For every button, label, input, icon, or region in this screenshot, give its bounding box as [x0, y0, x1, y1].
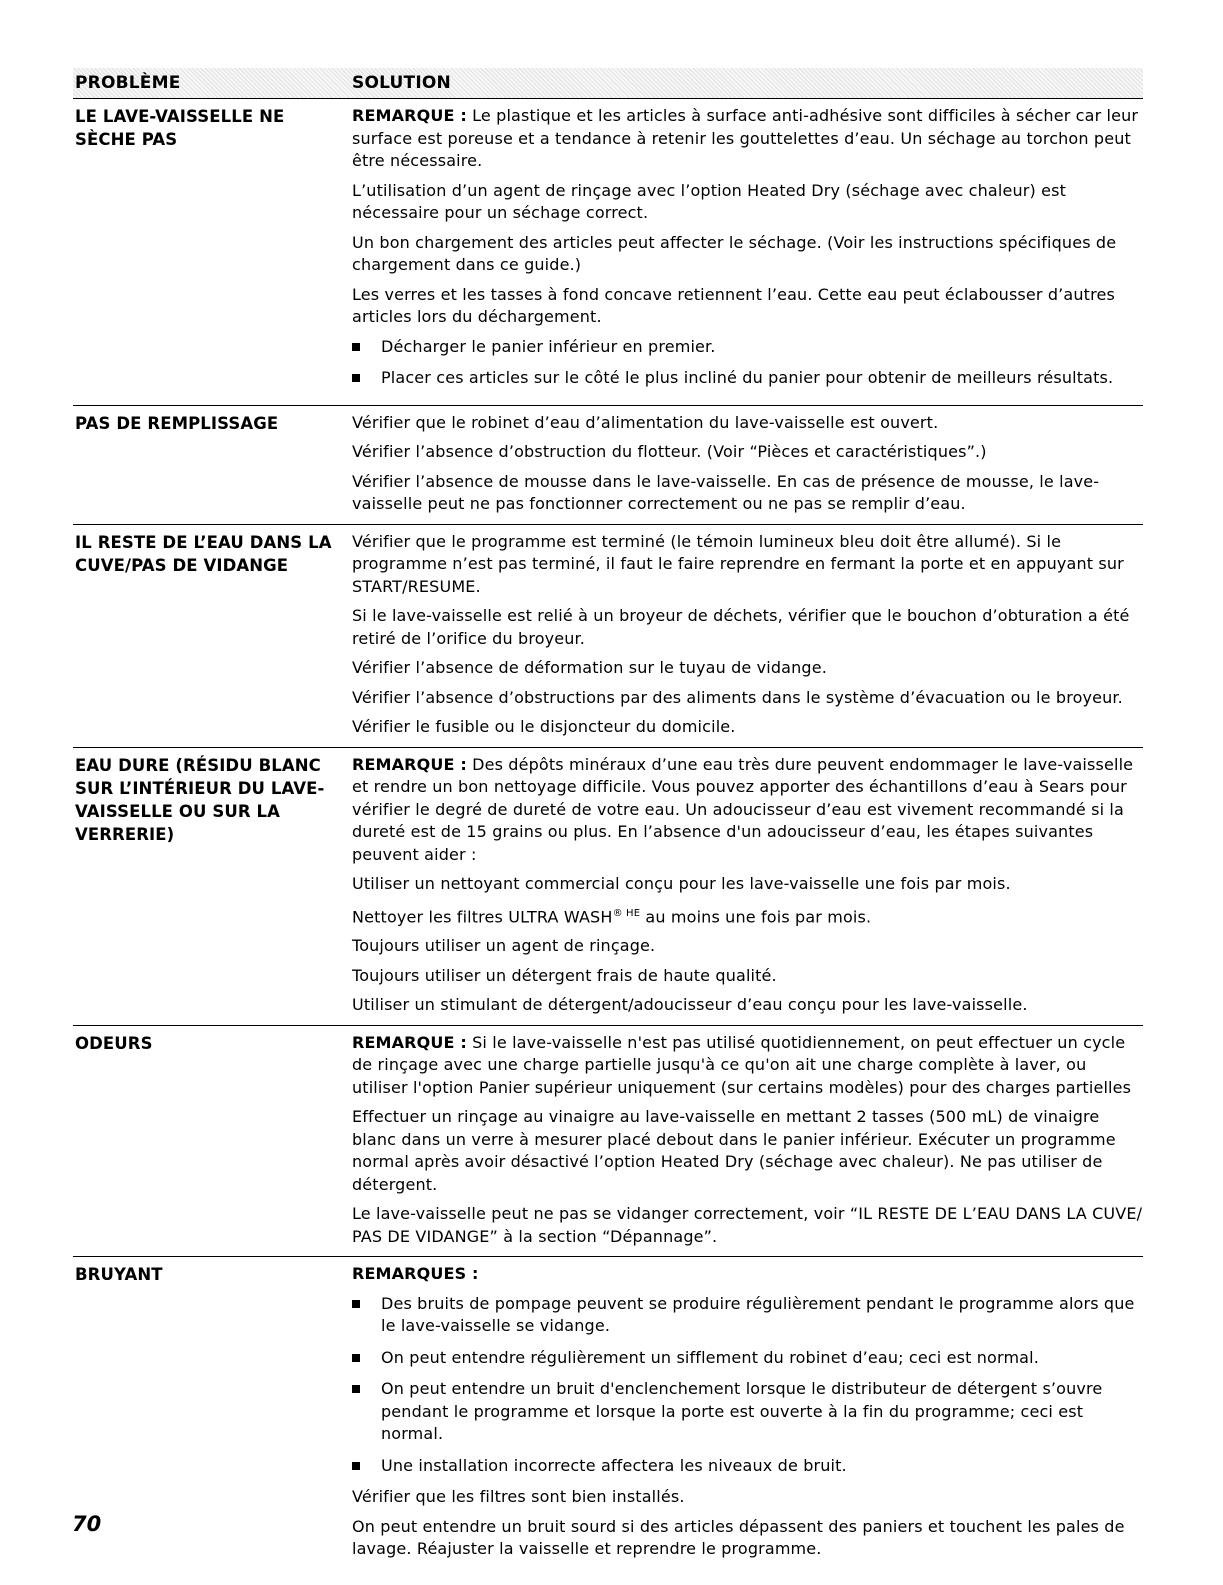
solution-cell [352, 105, 1143, 399]
table-row [73, 406, 1143, 525]
bullet-text: Une installation incorrecte affectera les niveaux de bruit. [381, 1455, 847, 1475]
solution-paragraph: Vérifier que le robinet d’eau d’alimentation du lave-vaisselle est ouvert. [352, 412, 939, 432]
solution-cell [352, 412, 1143, 518]
page-number: 70 [72, 1512, 102, 1536]
solution-paragraph: On peut entendre un bruit sourd si des articles dépassent des paniers et touchent les pales de lavage. Réajuster la vaisselle et reprendre le programme. [352, 1516, 1125, 1559]
solution-cell [352, 1263, 1143, 1563]
bullet-item [352, 336, 1143, 359]
solution-paragraph: Un bon chargement des articles peut affecter le séchage. (Voir les instructions spécifiques de chargement dans ce guide.) [352, 232, 1117, 274]
solution-paragraph: Le lave-vaisselle peut ne pas se vidanger correctement, voir “IL RESTE DE L’EAU DANS LA CUVE/ PAS DE VIDANGE” à la section “Dépannage”. [352, 1204, 1143, 1246]
bullet-item [352, 1293, 1143, 1338]
bullet-item [352, 1455, 1143, 1478]
solution-paragraph: Vérifier le fusible ou le disjoncteur du domicile. [352, 717, 736, 736]
solution-paragraph: Vérifier l’absence d’obstruction du flotteur. (Voir “Pièces et caractéristiques”.) [352, 442, 987, 461]
text-after-mark: au moins une fois par mois. [640, 906, 872, 926]
square-bullet-icon [352, 336, 381, 359]
note-text: Si le lave-vaisselle n'est pas utilisé quotidiennement, on peut effectuer un cycle de rinçage avec une charge partielle jusqu'à ce qu'on ait une charge complète à laver, ou utiliser l'option Panier supérieur uniquement (sur certains modèles) pour des charges partielles [352, 1032, 1132, 1097]
note-paragraph [352, 754, 1143, 867]
solution-paragraph: Si le lave-vaisselle est relié à un broyeur de déchets, vérifier que le bouchon d’obturation a été retiré de l’orifice du broyeur. [352, 606, 1130, 648]
square-bullet-icon [352, 1293, 381, 1338]
solution-paragraph: Vérifier l’absence de mousse dans le lave-vaisselle. En cas de présence de mousse, le lave-vaisselle peut ne pas fonctionner correctement ou ne pas se remplir d’eau. [352, 471, 1100, 513]
table-row [73, 1026, 1143, 1258]
table-row [73, 525, 1143, 748]
square-bullet-icon [352, 1455, 381, 1478]
bullet-text: On peut entendre régulièrement un sifflement du robinet d’eau; ceci est normal. [381, 1347, 1039, 1367]
bullet-item [352, 1347, 1143, 1370]
table-body [73, 99, 1143, 1569]
solution-paragraph: Vérifier l’absence de déformation sur le tuyau de vidange. [352, 658, 827, 677]
square-bullet-icon [352, 1347, 381, 1370]
table-row [73, 99, 1143, 406]
solution-paragraph: Vérifier que le programme est terminé (le témoin lumineux bleu doit être allumé). Si le programme n’est pas terminé, il faut le faire reprendre en fermant la porte et en appuyant sur START/RESUME. [352, 531, 1124, 596]
note-paragraph [352, 105, 1143, 173]
bullet-text: Placer ces articles sur le côté le plus incliné du panier pour obtenir de meilleurs résultats. [381, 368, 1114, 387]
square-bullet-icon [352, 1378, 381, 1446]
solution-paragraph: Vérifier l’absence d’obstructions par des aliments dans le système d’évacuation ou le broyeur. [352, 687, 1123, 707]
problem-cell: BRUYANT [75, 1265, 163, 1285]
solution-paragraph: Utiliser un nettoyant commercial conçu pour les lave-vaisselle une fois par mois. [352, 874, 1011, 893]
solution-paragraph: Les verres et les tasses à fond concave retiennent l’eau. Cette eau peut éclabousser d’autres articles lors du déchargement. [352, 284, 1115, 326]
trademark-mark: ® HE [612, 907, 641, 919]
note-text: Le plastique et les articles à surface anti-adhésive sont difficiles à sécher car leur surface est poreuse et a tendance à retenir les gouttelettes d’eau. Un séchage au torchon peut être nécessaire. [352, 106, 1139, 170]
solution-paragraph: Vérifier que les filtres sont bien installés. [352, 1487, 685, 1507]
table-row [73, 748, 1143, 1026]
problem-cell: ODEURS [75, 1033, 153, 1053]
solution-cell [352, 1032, 1143, 1251]
bullet-text: Des bruits de pompage peuvent se produire régulièrement pendant le programme alors que le lave-vaisselle se vidange. [381, 1293, 1135, 1336]
column-header-solution: SOLUTION [352, 73, 451, 93]
bullet-text: On peut entendre un bruit d'enclenchement lorsque le distributeur de détergent s’ouvre pendant le programme et lorsque la porte est ouverte à la fin du programme; ceci est normal. [381, 1379, 1103, 1444]
square-bullet-icon [352, 367, 381, 390]
remarks-heading: REMARQUES : [352, 1264, 479, 1284]
solution-paragraph [352, 903, 1143, 929]
solution-cell [352, 754, 1143, 1019]
problem-cell: IL RESTE DE L’EAU DANS LA CUVE/PAS DE VIDANGE [75, 532, 332, 575]
text-before-mark: Nettoyer les filtres ULTRA WASH [352, 906, 613, 926]
note-label: REMARQUE : [352, 1032, 467, 1052]
column-header-problem: PROBLÈME [75, 73, 181, 93]
table-header [73, 68, 1143, 99]
problem-cell: PAS DE REMPLISSAGE [75, 413, 279, 433]
solution-paragraph: Effectuer un rinçage au vinaigre au lave-vaisselle en mettant 2 tasses (500 mL) de vinaigre blanc dans un verre à mesurer placé debout dans le panier inférieur. Exécuter un programme normal après avoir désactivé l’option Heated Dry (séchage avec chaleur). Ne pas utiliser de détergent. [352, 1107, 1116, 1194]
problem-cell: LE LAVE-VAISSELLE NE SÈCHE PAS [75, 107, 285, 149]
note-label: REMARQUE : [352, 754, 467, 774]
bullet-item [352, 1378, 1143, 1446]
solution-paragraph: Toujours utiliser un détergent frais de haute qualité. [352, 965, 777, 985]
troubleshooting-table [73, 68, 1143, 1569]
note-label: REMARQUE : [352, 106, 467, 125]
bullet-item [352, 367, 1143, 390]
table-row [73, 1257, 1143, 1569]
solution-paragraph: L’utilisation d’un agent de rinçage avec l’option Heated Dry (séchage avec chaleur) est nécessaire pour un séchage correct. [352, 180, 1067, 222]
solution-cell [352, 531, 1143, 741]
note-text: Des dépôts minéraux d’une eau très dure peuvent endommager le lave-vaisselle et rendre un bon nettoyage difficile. Vous pouvez apporter des échantillons d’eau à Sears pour vérifier le degré de dureté de votre eau. Un adoucisseur d’eau est vivement recommandé si la dureté est de 15 grains ou plus. En l’absence d'un adoucisseur d’eau, les étapes suivantes peuvent aider : [352, 754, 1134, 864]
note-paragraph [352, 1032, 1143, 1100]
problem-cell: EAU DURE (RÉSIDU BLANC SUR L’INTÉRIEUR DU LAVE-VAISSELLE OU SUR LA VERRERIE) [75, 755, 325, 844]
solution-paragraph: Toujours utiliser un agent de rinçage. [352, 936, 656, 956]
bullet-text: Décharger le panier inférieur en premier. [381, 336, 716, 356]
solution-paragraph: Utiliser un stimulant de détergent/adoucisseur d’eau conçu pour les lave-vaisselle. [352, 995, 1028, 1015]
